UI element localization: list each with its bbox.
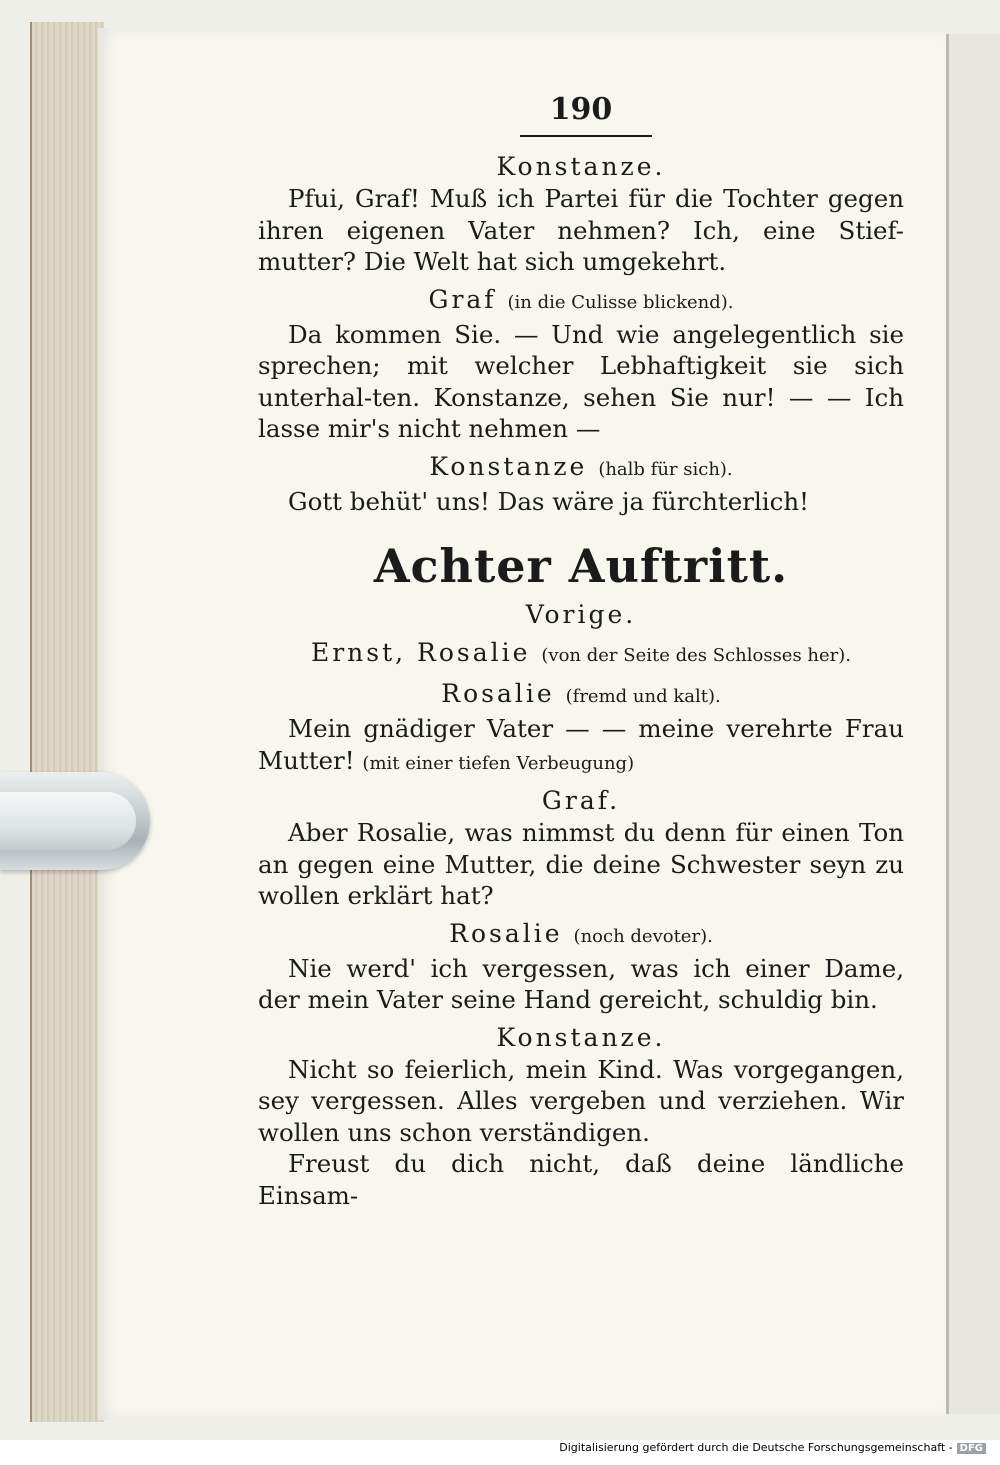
- book-page-edges: [30, 22, 104, 1422]
- scene-heading: Achter Auftritt.: [373, 539, 789, 593]
- speech-6: Nie werd' ich vergessen, was ich einer Dame, der mein Vater seine Hand gereicht, schuldig bin.: [258, 953, 904, 1014]
- speech-2: Da kommen Sie. — Und wie angelegentlich sie sprechen; mit welcher Lebhaftigkeit sie sich unterhal-ten. Konstanze, sehen Sie nur! — — Ich lasse mir's nicht nehmen —: [258, 319, 904, 443]
- speaker-vorige: Vorige.: [525, 600, 637, 629]
- stage-direction: (in die Culisse blickend).: [507, 291, 734, 313]
- speech-1: Pfui, Graf! Muß ich Partei für die Tochter gegen ihren eigenen Vater nehmen? Ich, eine Stief-mutter? Die Welt hat sich umgekehrt.: [258, 184, 904, 276]
- dfg-logo: DFG: [957, 1443, 986, 1454]
- speech-7: Nicht so feierlich, mein Kind. Was vorgegangen, sey vergessen. Alles vergeben und verziehen. Wir wollen uns schon verständigen.: [258, 1054, 904, 1147]
- stage-direction: (fremd und kalt).: [565, 686, 721, 707]
- stage-direction: (halb für sich).: [598, 458, 733, 480]
- page-number: 190: [549, 92, 613, 127]
- speech-3: Gott behüt' uns! Das wäre ja fürchterlich!: [288, 486, 809, 516]
- speaker-rosalie-2: Rosalie (noch devoter).: [449, 918, 713, 948]
- page-number-rule: [520, 135, 652, 137]
- speaker-ernst-rosalie: Ernst, Rosalie (von der Seite des Schlosses her).: [310, 638, 852, 667]
- digitization-credit: [559, 1441, 986, 1454]
- speaker-graf-1: Graf (in die Culisse blickend).: [428, 284, 734, 314]
- speaker-rosalie-1: Rosalie (fremd und kalt).: [441, 679, 721, 708]
- stage-direction: (noch devoter).: [573, 925, 713, 947]
- stage-direction: (von der Seite des Schlosses her).: [541, 645, 852, 666]
- stage-direction: (mit einer tiefen Verbeugung): [362, 752, 635, 774]
- speaker-konstanze-2: Konstanze (halb für sich).: [429, 451, 733, 481]
- speech-4: Mein gnädiger Vater — — meine verehrte Frau Mutter! (mit einer tiefen Verbeugung): [258, 714, 904, 775]
- book-clamp-highlight: [0, 792, 136, 850]
- speech-8: Freust du dich nicht, daß deine ländliche Einsam-: [258, 1149, 904, 1210]
- speaker-konstanze-1: Konstanze.: [496, 152, 666, 181]
- facing-page-edge: [946, 34, 1000, 1414]
- speech-5: Aber Rosalie, was nimmst du denn für einen Ton an gegen eine Mutter, die deine Schwester seyn zu wollen erklärt hat?: [258, 818, 904, 910]
- speaker-konstanze-3: Konstanze.: [496, 1022, 666, 1052]
- page-text: [258, 85, 904, 1211]
- speaker-graf-2: Graf.: [541, 786, 621, 815]
- credit-text: Digitalisierung gefördert durch die Deutsche Forschungsgemeinschaft -: [559, 1441, 953, 1454]
